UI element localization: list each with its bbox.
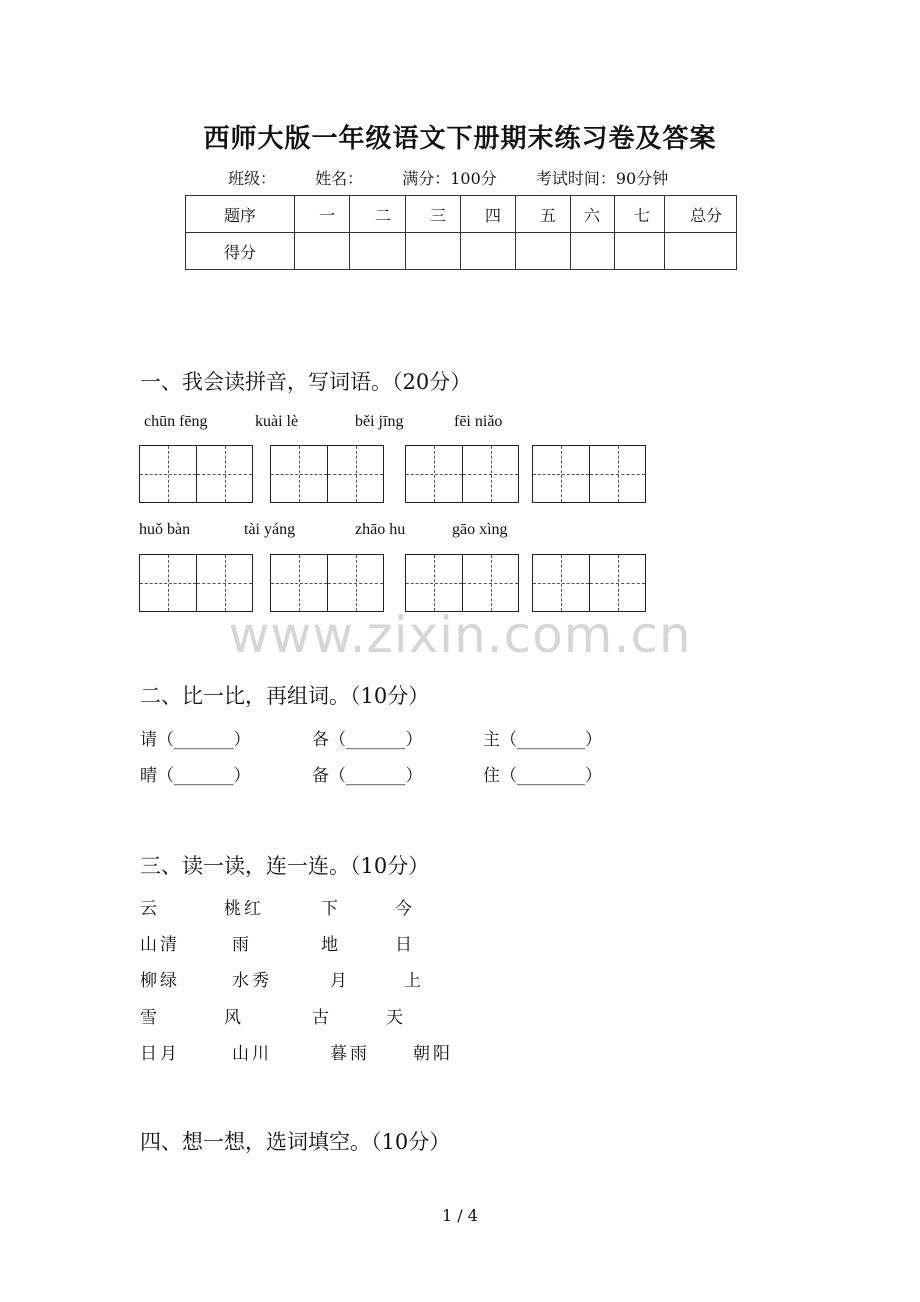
q2-heading: 二、比一比，再组词。（10分） [140, 684, 430, 708]
word-blank[interactable]: 晴（_______） [140, 766, 251, 786]
match-item: 日月 [140, 1044, 180, 1064]
match-item: 柳绿 [140, 971, 180, 991]
match-item: 古 [312, 1008, 329, 1028]
match-item: 山川 [232, 1044, 272, 1064]
writing-grid[interactable] [405, 445, 519, 503]
pinyin: huǒ bàn [139, 521, 191, 538]
score-cell[interactable] [350, 233, 406, 270]
match-item: 山清 [140, 935, 180, 955]
page-title: 西师大版一年级语文下册期末练习卷及答案 [203, 124, 717, 154]
match-item: 风 [224, 1008, 241, 1028]
pinyin: gāo xìng [452, 521, 508, 538]
match-item: 下 [321, 899, 338, 919]
pinyin: běi jīng [355, 413, 404, 430]
score-cell[interactable] [571, 233, 615, 270]
name-label: 姓名： [315, 169, 364, 188]
score-col-total: 总分 [665, 196, 737, 233]
score-cell[interactable] [516, 233, 571, 270]
score-table-row-label: 得分 [186, 233, 295, 270]
match-item: 天 [386, 1008, 403, 1028]
word-blank[interactable]: 住（________） [483, 766, 602, 786]
pinyin: tài yáng [244, 521, 296, 538]
class-label: 班级： [228, 169, 277, 188]
score-col: 四 [461, 196, 516, 233]
info-line [228, 166, 668, 189]
match-item: 云 [140, 899, 157, 919]
match-item: 水秀 [232, 971, 272, 991]
match-item: 月 [330, 971, 347, 991]
pinyin: chūn fēng [144, 413, 208, 430]
writing-grid[interactable] [270, 445, 384, 503]
writing-grid[interactable] [270, 554, 384, 612]
match-item: 日 [395, 935, 412, 955]
score-col: 一 [295, 196, 350, 233]
score-cell[interactable] [461, 233, 516, 270]
watermark: www.zixin.com.cn [228, 606, 692, 664]
pinyin: kuài lè [255, 413, 299, 430]
score-table-score-row [186, 233, 737, 270]
time-label: 考试时间：90分钟 [535, 169, 669, 188]
writing-grid[interactable] [405, 554, 519, 612]
writing-grid[interactable] [532, 445, 646, 503]
score-col: 七 [615, 196, 665, 233]
pinyin: zhāo hu [355, 521, 406, 538]
score-table-header-row [186, 196, 737, 233]
q4-heading: 四、想一想，选词填空。（10分） [140, 1130, 451, 1154]
q3-heading: 三、读一读，连一连。（10分） [140, 854, 430, 878]
word-blank[interactable]: 请（_______） [140, 730, 251, 750]
match-item: 雪 [140, 1008, 157, 1028]
writing-grid[interactable] [532, 554, 646, 612]
word-blank[interactable]: 各（_______） [312, 730, 423, 750]
pinyin: fēi niǎo [454, 413, 503, 430]
match-item: 上 [404, 971, 421, 991]
match-item: 桃红 [224, 899, 264, 919]
full-score-label: 满分：100分 [402, 169, 497, 188]
score-table [185, 195, 737, 270]
page-number: 1 / 4 [442, 1206, 478, 1225]
match-item: 今 [395, 899, 412, 919]
score-col: 五 [516, 196, 571, 233]
q1-heading: 一、我会读拼音，写词语。（20分） [140, 370, 472, 394]
writing-grid[interactable] [139, 554, 253, 612]
score-cell[interactable] [406, 233, 461, 270]
score-cell[interactable] [665, 233, 737, 270]
score-col: 六 [571, 196, 615, 233]
match-item: 地 [321, 935, 338, 955]
match-item: 暮雨 [330, 1044, 370, 1064]
writing-grid[interactable] [139, 445, 253, 503]
score-table-row-label: 题序 [186, 196, 295, 233]
match-item: 朝阳 [413, 1044, 453, 1064]
word-blank[interactable]: 主（________） [483, 730, 602, 750]
score-col: 二 [350, 196, 406, 233]
match-item: 雨 [232, 935, 249, 955]
score-cell[interactable] [615, 233, 665, 270]
score-col: 三 [406, 196, 461, 233]
score-cell[interactable] [295, 233, 350, 270]
word-blank[interactable]: 备（_______） [312, 766, 423, 786]
